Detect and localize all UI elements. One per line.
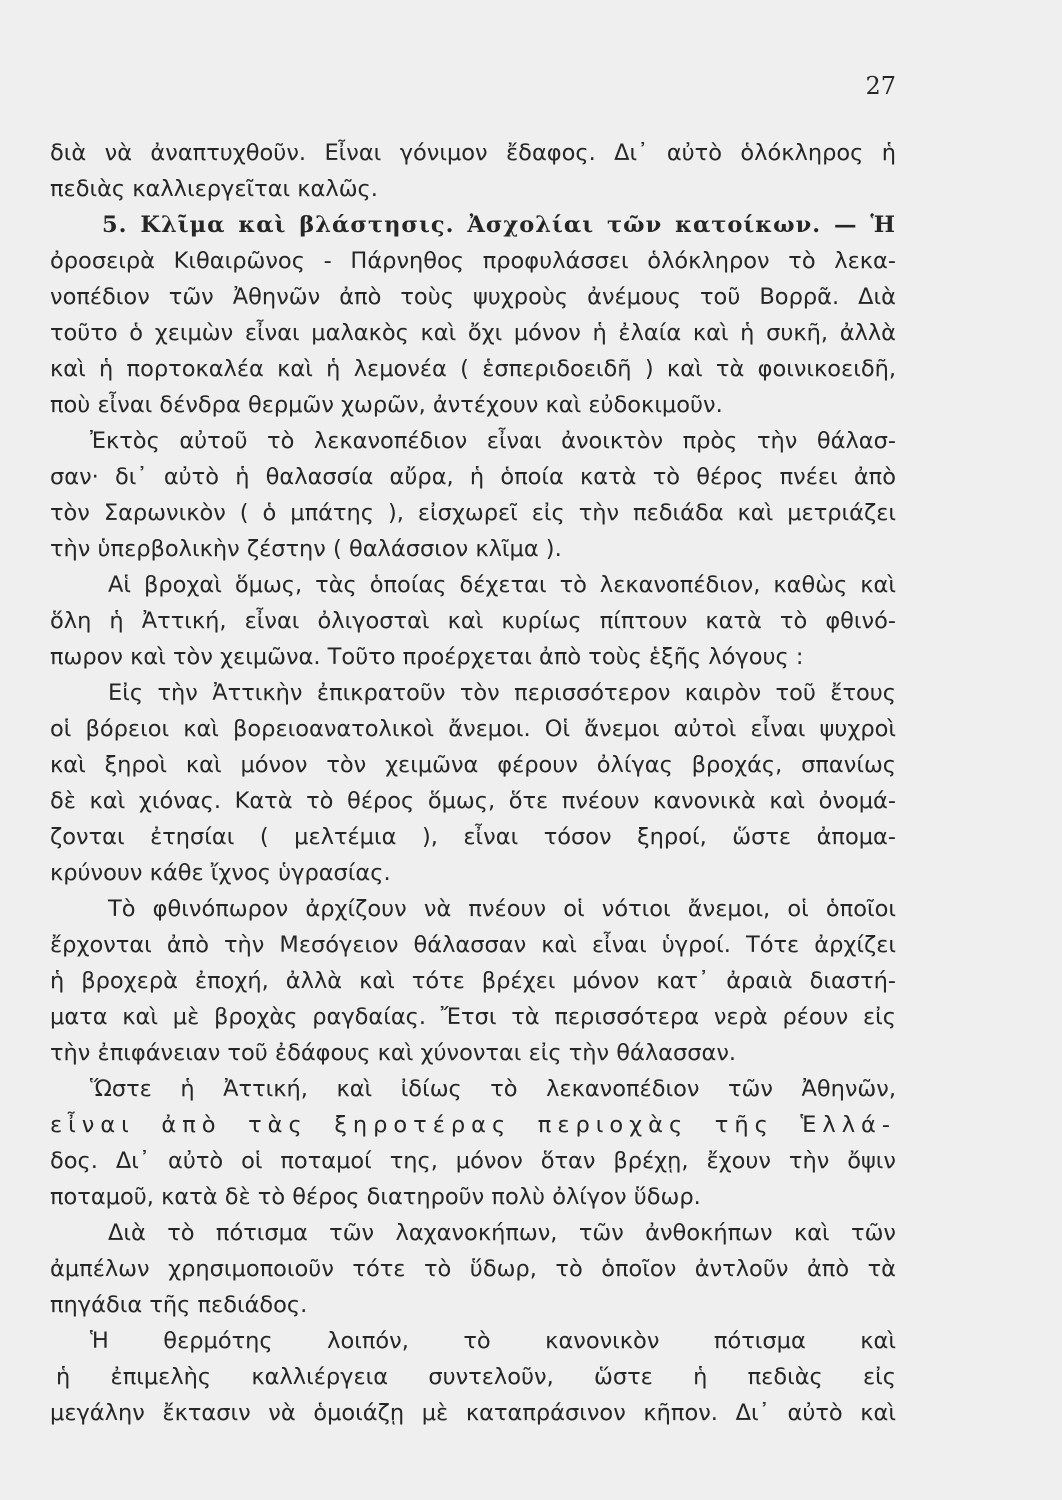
page-number: 27 (865, 72, 896, 100)
text-line: σαν· δι᾽ αὐτὸ ἡ θαλασσία αὔρα, ἡ ὁποία κατὰ τὸ θέρος πνέει ἀπὸ (50, 464, 896, 490)
text-line: ἡ βροχερὰ ἐποχή, ἀλλὰ καὶ τότε βρέχει μόνον κατ᾽ ἀραιὰ διαστή- (50, 968, 896, 994)
text-line: καὶ ἡ πορτοκαλέα καὶ ἡ λεμονέα ( ἑσπεριδοειδῆ ) καὶ τὰ φοινικοειδῆ, (50, 356, 896, 382)
section-heading: 5. Κλῖμα καὶ βλάστησις. Ἀσχολίαι τῶν κατοίκων. — Ἡ (102, 212, 896, 238)
text-line: τὴν ἐπιφάνειαν τοῦ ἐδάφους καὶ χύνονται εἰς τὴν θάλασσαν. (50, 1040, 737, 1066)
text-line: Τὸ φθινόπωρον ἀρχίζουν νὰ πνέουν οἱ νότιοι ἄνεμοι, οἱ ὁποῖοι (108, 896, 896, 922)
text-line: ποὺ εἶναι δένδρα θερμῶν χωρῶν, ἀντέχουν καὶ εὐδοκιμοῦν. (50, 392, 723, 418)
text-line: Αἱ βροχαὶ ὅμως, τὰς ὁποίας δέχεται τὸ λεκανοπέδιον, καθὼς καὶ (108, 572, 896, 598)
text-line: τὴν ὑπερβολικὴν ζέστην ( θαλάσσιον κλῖμα ). (50, 536, 562, 562)
text-line: τὸν Σαρωνικὸν ( ὁ μπάτης ), εἰσχωρεῖ εἰς τὴν πεδιάδα καὶ μετριάζει (50, 500, 896, 526)
text-line: καὶ ξηροὶ καὶ μόνον τὸν χειμῶνα φέρουν ὀλίγας βροχάς, σπανίως (50, 752, 896, 778)
text-line: πωρον καὶ τὸν χειμῶνα. Τοῦτο προέρχεται ἀπὸ τοὺς ἑξῆς λόγους : (50, 644, 804, 670)
text-line: Ὥστε ἡ Ἀττική, καὶ ἰδίως τὸ λεκανοπέδιον τῶν Ἀθηνῶν, (90, 1076, 896, 1102)
text-line: ζονται ἐτησίαι ( μελτέμια ), εἶναι τόσον ξηροί, ὥστε ἀπομα- (50, 824, 896, 850)
text-line: τοῦτο ὁ χειμὼν εἶναι μαλακὸς καὶ ὄχι μόνον ἡ ἐλαία καὶ ἡ συκῆ, ἀλλὰ (50, 320, 896, 346)
text-line: κρύνουν κάθε ἴχνος ὑγρασίας. (50, 860, 391, 886)
text-line: πηγάδια τῆς πεδιάδος. (50, 1292, 308, 1318)
text-line: μεγάλην ἔκτασιν νὰ ὁμοιάζῃ μὲ καταπράσινον κῆπον. Δι᾽ αὐτὸ καὶ (50, 1400, 896, 1426)
text-line: ποταμοῦ, κατὰ δὲ τὸ θέρος διατηροῦν πολὺ ὀλίγον ὕδωρ. (50, 1184, 701, 1210)
text-line: εἶναι ἀπὸ τὰς ξηροτέρας περιοχὰς τῆς Ἑλλά- (50, 1112, 896, 1138)
text-line: δος. Δι᾽ αὐτὸ οἱ ποταμοί της, μόνον ὅταν βρέχῃ, ἔχουν τὴν ὄψιν (50, 1148, 896, 1174)
text-line: πεδιὰς καλλιεργεῖται καλῶς. (50, 176, 378, 202)
text-line: Ἡ θερμότης λοιπόν, τὸ κανονικὸν πότισμα καὶ (90, 1328, 896, 1354)
text-line: δὲ καὶ χιόνας. Κατὰ τὸ θέρος ὅμως, ὅτε πνέουν κανονικὰ καὶ ὀνομά- (50, 788, 896, 814)
text-line: διὰ νὰ ἀναπτυχθοῦν. Εἶναι γόνιμον ἔδαφος. Δι᾽ αὐτὸ ὁλόκληρος ἡ (50, 140, 896, 166)
text-line: ὅλη ἡ Ἀττική, εἶναι ὀλιγοσταὶ καὶ κυρίως πίπτουν κατὰ τὸ φθινό- (50, 608, 896, 634)
text-line: Ἐκτὸς αὐτοῦ τὸ λεκανοπέδιον εἶναι ἀνοικτὸν πρὸς τὴν θάλασ- (90, 428, 896, 454)
text-line: Εἰς τὴν Ἀττικὴν ἐπικρατοῦν τὸν περισσότερον καιρὸν τοῦ ἔτους (108, 680, 896, 706)
text-line: Διὰ τὸ πότισμα τῶν λαχανοκήπων, τῶν ἀνθοκήπων καὶ τῶν (108, 1220, 896, 1246)
text-line: ματα καὶ μὲ βροχὰς ραγδαίας. Ἔτσι τὰ περισσότερα νερὰ ρέουν εἰς (50, 1004, 896, 1030)
text-line: ἡ ἐπιμελὴς καλλιέργεια συντελοῦν, ὥστε ἡ πεδιὰς εἰς (56, 1364, 896, 1390)
text-line: νοπέδιον τῶν Ἀθηνῶν ἀπὸ τοὺς ψυχροὺς ἀνέμους τοῦ Βορρᾶ. Διὰ (50, 284, 896, 310)
text-line: ἔρχονται ἀπὸ τὴν Μεσόγειον θάλασσαν καὶ εἶναι ὑγροί. Τότε ἀρχίζει (50, 932, 896, 958)
text-line: ὀροσειρὰ Κιθαιρῶνος - Πάρνηθος προφυλάσσει ὁλόκληρον τὸ λεκα- (50, 248, 896, 274)
text-line: ἀμπέλων χρησιμοποιοῦν τότε τὸ ὕδωρ, τὸ ὁποῖον ἀντλοῦν ἀπὸ τὰ (50, 1256, 896, 1282)
text-line: οἱ βόρειοι καὶ βορειοανατολικοὶ ἄνεμοι. Οἱ ἄνεμοι αὐτοὶ εἶναι ψυχροὶ (50, 716, 896, 742)
